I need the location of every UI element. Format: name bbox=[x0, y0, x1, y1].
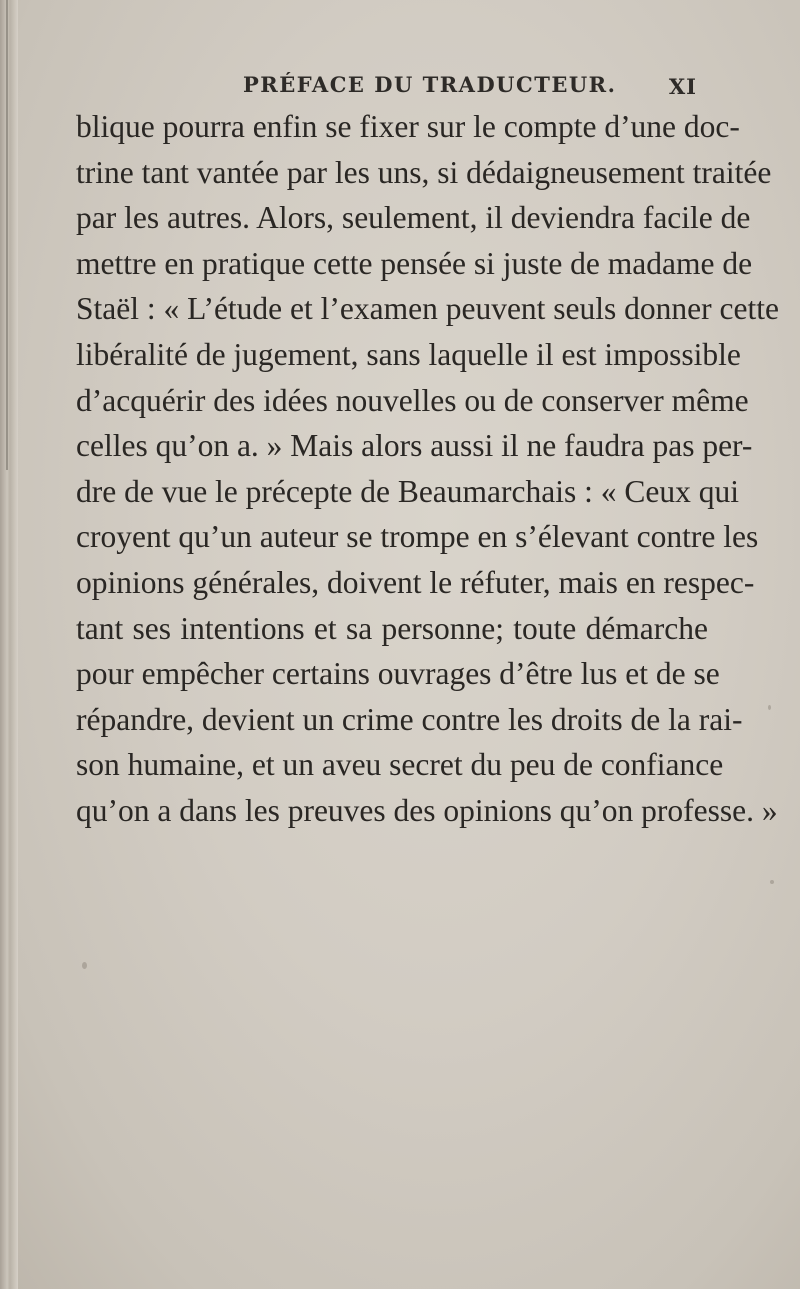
text-line: répandre, devient un crime contre les droits de la rai- bbox=[76, 701, 743, 737]
page-header bbox=[75, 68, 705, 104]
text-line: son humaine, et un aveu secret du peu de confiance bbox=[76, 747, 724, 783]
text-line: qu’on a dans les preuves des opinions qu’on professe. » bbox=[76, 792, 778, 828]
text-line: celles qu’on a. » Mais alors aussi il ne faudra pas per- bbox=[76, 428, 753, 464]
paper-speck bbox=[82, 962, 87, 969]
page-binding-edge bbox=[0, 0, 18, 1289]
text-line: opinions générales, doivent le réfuter, mais en respec- bbox=[76, 564, 755, 600]
text-line: Staël : « L’étude et l’examen peuvent seuls donner cette bbox=[76, 291, 779, 327]
text-line: libéralité de jugement, sans laquelle il est impossible bbox=[76, 336, 741, 372]
text-line: mettre en pratique cette pensée si juste de madame de bbox=[76, 245, 753, 281]
text-line: dre de vue le précepte de Beaumarchais : « Ceux qui bbox=[76, 473, 739, 509]
paper-speck bbox=[768, 705, 771, 710]
running-title: PRÉFACE DU TRADUCTEUR. bbox=[243, 72, 617, 97]
text-line: blique pourra enfin se fixer sur le compte d’une doc- bbox=[76, 109, 740, 144]
text-line: tant ses intentions et sa personne; toute démarche bbox=[76, 610, 708, 646]
paper-speck bbox=[770, 880, 774, 884]
text-line: pour empêcher certains ouvrages d’être lus et de se bbox=[76, 656, 720, 692]
page-number: XI bbox=[668, 74, 697, 99]
text-line: par les autres. Alors, seulement, il deviendra facile de bbox=[76, 200, 751, 236]
body-text bbox=[76, 104, 779, 834]
text-line: d’acquérir des idées nouvelles ou de conserver même bbox=[76, 382, 749, 418]
text-line: croyent qu’un auteur se trompe en s’élevant contre les bbox=[76, 519, 759, 555]
text-line: trine tant vantée par les uns, si dédaigneusement traitée bbox=[76, 154, 772, 190]
